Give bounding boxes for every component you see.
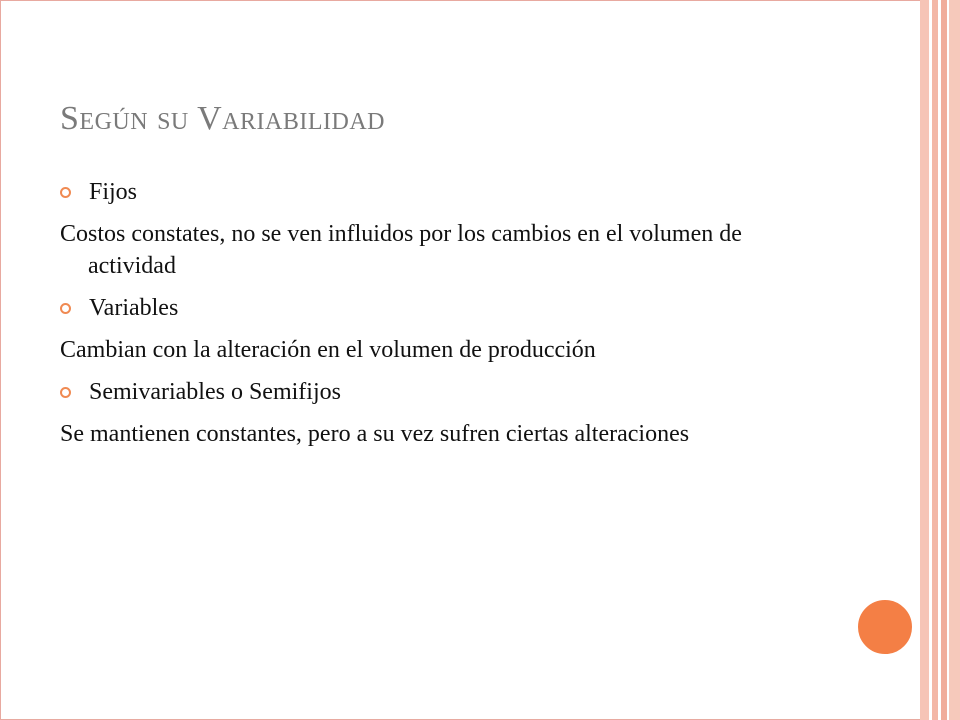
decorative-stripe xyxy=(920,0,929,720)
slide-title: Según su Variabilidad xyxy=(60,100,385,137)
bullet-item-fijos xyxy=(60,176,780,208)
decorative-stripe xyxy=(949,0,960,720)
decorative-orange-circle-icon xyxy=(855,597,915,657)
hollow-circle-bullet-icon xyxy=(60,387,71,398)
description-semivariables: Se mantienen constantes, pero a su vez sufren ciertas alteraciones xyxy=(60,421,690,447)
slide-content xyxy=(60,176,780,460)
hollow-circle-bullet-icon xyxy=(60,303,71,314)
bullet-item-variables xyxy=(60,292,780,324)
hollow-circle-bullet-icon xyxy=(60,187,71,198)
description-fijos: Costos constates, no se ven influidos por los cambios en el volumen de actividad xyxy=(60,221,742,279)
bullet-item-semivariables xyxy=(60,376,780,408)
bullet-text: Variables xyxy=(89,295,179,321)
bullet-text: Fijos xyxy=(89,179,138,205)
bullet-text: Semivariables o Semifijos xyxy=(89,379,341,405)
description-variables: Cambian con la alteración en el volumen de producción xyxy=(60,337,596,363)
